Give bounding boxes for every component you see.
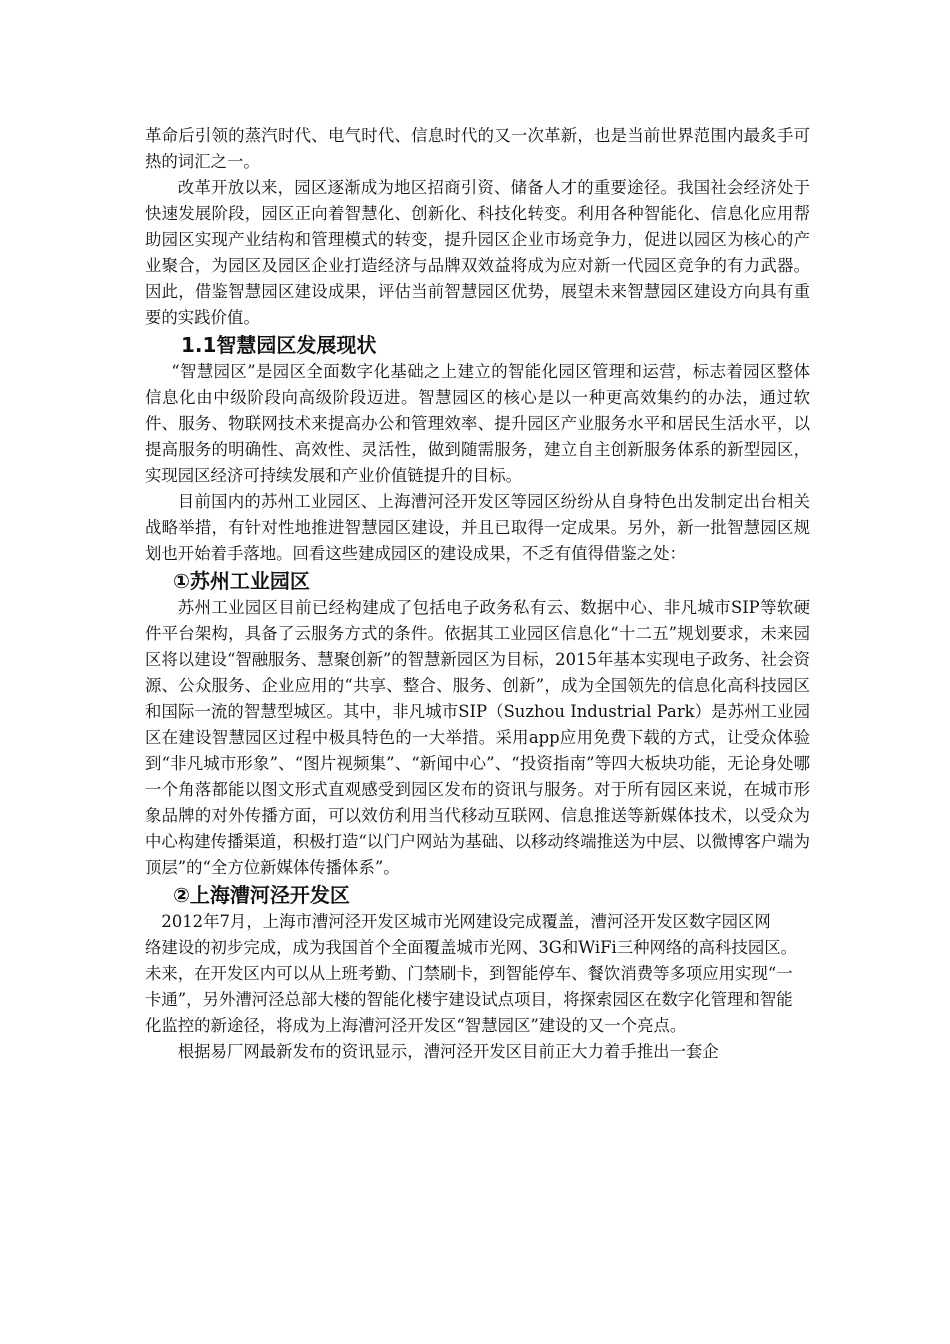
shanghai-line-2: 络建设的初步完成，成为我国首个全面覆盖城市光网、3G和WiFi三种网络的高科技园区。 <box>145 938 797 957</box>
shanghai-line-1: 2012年7月，上海市漕河泾开发区城市光网建设完成覆盖，漕河泾开发区数字园区网 <box>161 912 771 931</box>
shanghai-line-5: 化监控的新途径，将成为上海漕河泾开发区“智慧园区”建设的又一个亮点。 <box>145 1016 687 1035</box>
section-1-1-paragraph-1: “智慧园区”是园区全面数字化基础之上建立的智能化园区管理和运营，标志着园区整体信息化由中级阶段向高级阶段迈进。智慧园区的核心是以一种更高效集约的办法，通过软件、服务、物联网技术来提高办公和管理效率、提升园区产业服务水平和居民生活水平，以提高服务的明确性、高效性、灵活性，做到随需服务，建立自主创新服务体系的新型园区，实现园区经济可持续发展和产业价值链提升的目标。 <box>145 362 810 485</box>
section-heading-shanghai: ②上海漕河泾开发区 <box>173 883 350 907</box>
intro-paragraph-2: 改革开放以来，园区逐渐成为地区招商引资、储备人才的重要途径。我国社会经济处于快速发展阶段，园区正向着智慧化、创新化、科技化转变。利用各种智能化、信息化应用帮助园区实现产业结构和管理模式的转变，提升园区企业市场竞争力，促进以园区为核心的产业聚合，为园区及园区企业打造经济与品牌双效益将成为应对新一代园区竞争的有力武器。因此，借鉴智慧园区建设成果，评估当前智慧园区优势，展望未来智慧园区建设方向具有重要的实践价值。 <box>145 178 810 327</box>
section-1-1-paragraph-2: 目前国内的苏州工业园区、上海漕河泾开发区等园区纷纷从自身特色出发制定出台相关战略举措，有针对性地推进智慧园区建设，并且已取得一定成果。另外，新一批智慧园区规划也开始着手落地。回看这些建成园区的建设成果，不乏有值得借鉴之处： <box>145 492 810 563</box>
shanghai-line-4: 卡通”，另外漕河泾总部大楼的智能化楼宇建设试点项目，将探索园区在数字化管理和智能 <box>145 990 793 1009</box>
shanghai-last-paragraph: 根据易厂网最新发布的资讯显示，漕河泾开发区目前正大力着手推出一套企 <box>177 1042 719 1061</box>
section-heading-suzhou: ①苏州工业园区 <box>173 569 310 593</box>
intro-paragraph-1: 革命后引领的蒸汽时代、电气时代、信息时代的又一次革新，也是当前世界范围内最炙手可热的词汇之一。 <box>145 126 810 171</box>
section-heading-1-1: 1.1智慧园区发展现状 <box>181 333 377 357</box>
shanghai-line-3: 未来，在开发区内可以从上班考勤、门禁刷卡，到智能停车、餐饮消费等多项应用实现“一 <box>145 964 793 983</box>
suzhou-paragraph: 苏州工业园区目前已经构建成了包括电子政务私有云、数据中心、非凡城市SIP等软硬件平台架构，具备了云服务方式的条件。依据其工业园区信息化“十二五”规划要求，未来园区将以建设“智融服务、慧聚创新”的智慧新园区为目标，2015年基本实现电子政务、社会资源、公众服务、企业应用的“共享、整合、服务、创新”，成为全国领先的信息化高科技园区和国际一流的智慧型城区。其中，非凡城市SIP（Suzhou Industrial Park）是苏州工业园区在建设智慧园区过程中极具特色的一大举措。采用app应用免费下载的方式，让受众体验到“非凡城市形象”、“图片视频集”、“新闻中心”、“投资指南”等四大板块功能，无论身处哪一个角落都能以图文形式直观感受到园区发布的资讯与服务。对于所有园区来说，在城市形象品牌的对外传播方面，可以效仿利用当代移动互联网、信息推送等新媒体技术，以受众为中心构建传播渠道，积极打造“以门户网站为基础、以移动终端推送为中层、以微博客户端为顶层”的“全方位新媒体传播体系”。 <box>145 598 810 877</box>
document-page <box>145 123 810 1065</box>
